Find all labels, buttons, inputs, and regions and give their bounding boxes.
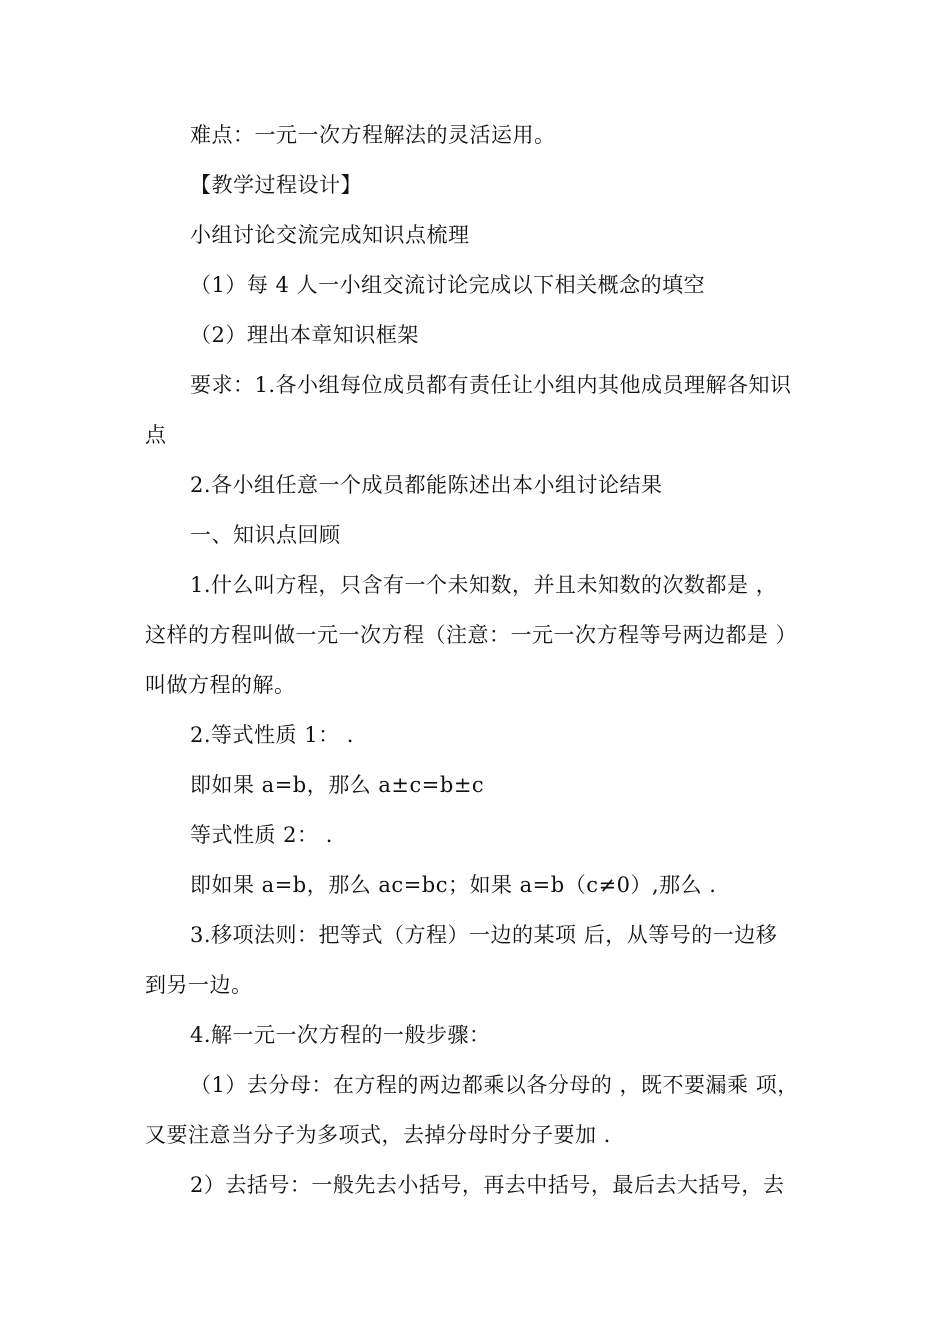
- section-heading-teaching-process: 【教学过程设计】: [190, 173, 362, 197]
- step-1-line: （1）去分母：在方程的两边都乘以各分母的 ，既不要漏乘 项，: [190, 1073, 799, 1097]
- requirement-1-continuation: 点: [145, 423, 167, 447]
- item-1-continuation-1: 这样的方程叫做一元一次方程（注意：一元一次方程等号两边都是 ）: [145, 623, 798, 647]
- item-4-line: 4.解一元一次方程的一般步骤：: [190, 1023, 491, 1047]
- requirement-2-line: 2.各小组任意一个成员都能陈述出本小组讨论结果: [190, 473, 663, 497]
- task-2-line: （2）理出本章知识框架: [190, 323, 419, 347]
- step-1-continuation: 又要注意当分子为多项式，去掉分母时分子要加 .: [145, 1123, 611, 1147]
- item-3-continuation: 到另一边。: [145, 973, 253, 997]
- item-1-line: 1.什么叫方程，只含有一个未知数，并且未知数的次数都是 ，: [190, 573, 778, 597]
- equation-property-2-example: 即如果 a=b，那么 ac=bc；如果 a=b（c≠0）,那么 .: [190, 873, 717, 897]
- equation-property-1-line: 2.等式性质 1： .: [190, 723, 354, 747]
- group-discussion-line: 小组讨论交流完成知识点梳理: [190, 223, 470, 247]
- step-2-line: 2）去括号：一般先去小括号，再去中括号，最后去大括号，去: [190, 1173, 785, 1197]
- difficulty-line: 难点：一元一次方程解法的灵活运用。: [190, 123, 556, 147]
- task-1-line: （1）每 4 人一小组交流讨论完成以下相关概念的填空: [190, 273, 706, 297]
- requirement-1-line: 要求：1.各小组每位成员都有责任让小组内其他成员理解各知识: [190, 373, 792, 397]
- item-1-continuation-2: 叫做方程的解。: [145, 673, 296, 697]
- equation-property-1-example: 即如果 a=b，那么 a±c=b±c: [190, 773, 485, 797]
- equation-property-2-line: 等式性质 2： .: [190, 823, 333, 847]
- section-heading-review: 一、知识点回顾: [190, 523, 341, 547]
- item-3-line: 3.移项法则：把等式（方程）一边的某项 后，从等号的一边移: [190, 923, 778, 947]
